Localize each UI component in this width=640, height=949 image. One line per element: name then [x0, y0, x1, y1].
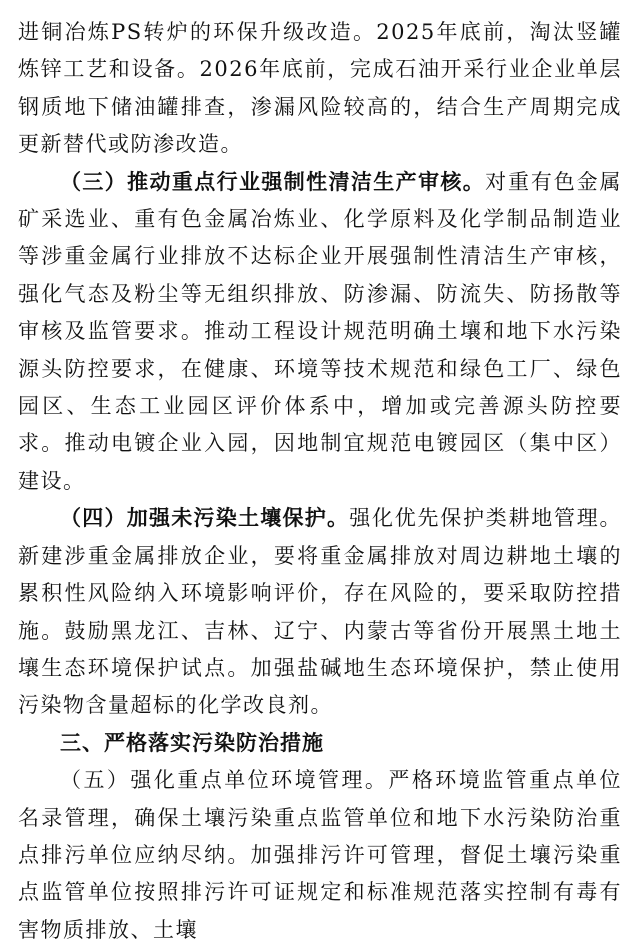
section-3-heading: 三、严格落实污染防治措施	[60, 730, 324, 755]
intro-paragraph: 进铜冶炼PS转炉的环保升级改造。2025年底前，淘汰竖罐炼锌工艺和设备。2026年底前，完成石油开采行业企业单层钢质地下储油罐排查，渗漏风险较高的，结合生产周期完成更新替代或防渗改造。	[18, 20, 622, 157]
item-4-body: 强化优先保护类耕地管理。新建涉重金属排放企业，要将重金属排放对周边耕地土壤的累积性风险纳入环境影响评价，存在风险的，要采取防控措施。鼓励黑龙江、吉林、辽宁、内蒙古等省份开展黑土地土壤生态环境保护试点。加强盐碱地生态环境保护，禁止使用污染物含量超标的化学改良剂。	[18, 506, 622, 718]
item-3-title: （三）推动重点行业强制性清洁生产审核。	[60, 169, 486, 194]
item-3-body: 对重有色金属矿采选业、重有色金属冶炼业、化学原料及化学制品制造业等涉重金属行业排放不达标企业开展强制性清洁生产审核，强化气态及粉尘等无组织排放、防渗漏、防流失、防扬散等审核及监管要求。推动工程设计规范明确土壤和地下水污染源头防控要求，在健康、环境等技术规范和绿色工厂、绿色园区、生态工业园区评价体系中，增加或完善源头防控要求。推动电镀企业入园，因地制宜规范电镀园区（集中区）建设。	[18, 169, 622, 493]
item-4-paragraph	[18, 500, 622, 724]
item-5-title: （五）强化重点单位环境管理。	[60, 768, 389, 793]
item-3-paragraph	[18, 164, 622, 501]
item-5-paragraph	[18, 762, 622, 949]
item-5-body: 严格环境监管重点单位名录管理，确保土壤污染重点监管单位和地下水污染防治重点排污单位应纳尽纳。加强排污许可管理，督促土壤污染重点监管单位按照排污许可证规定和标准规范落实控制有毒有害物质排放、土壤	[18, 768, 622, 942]
item-4-title: （四）加强未污染土壤保护。	[60, 506, 350, 531]
